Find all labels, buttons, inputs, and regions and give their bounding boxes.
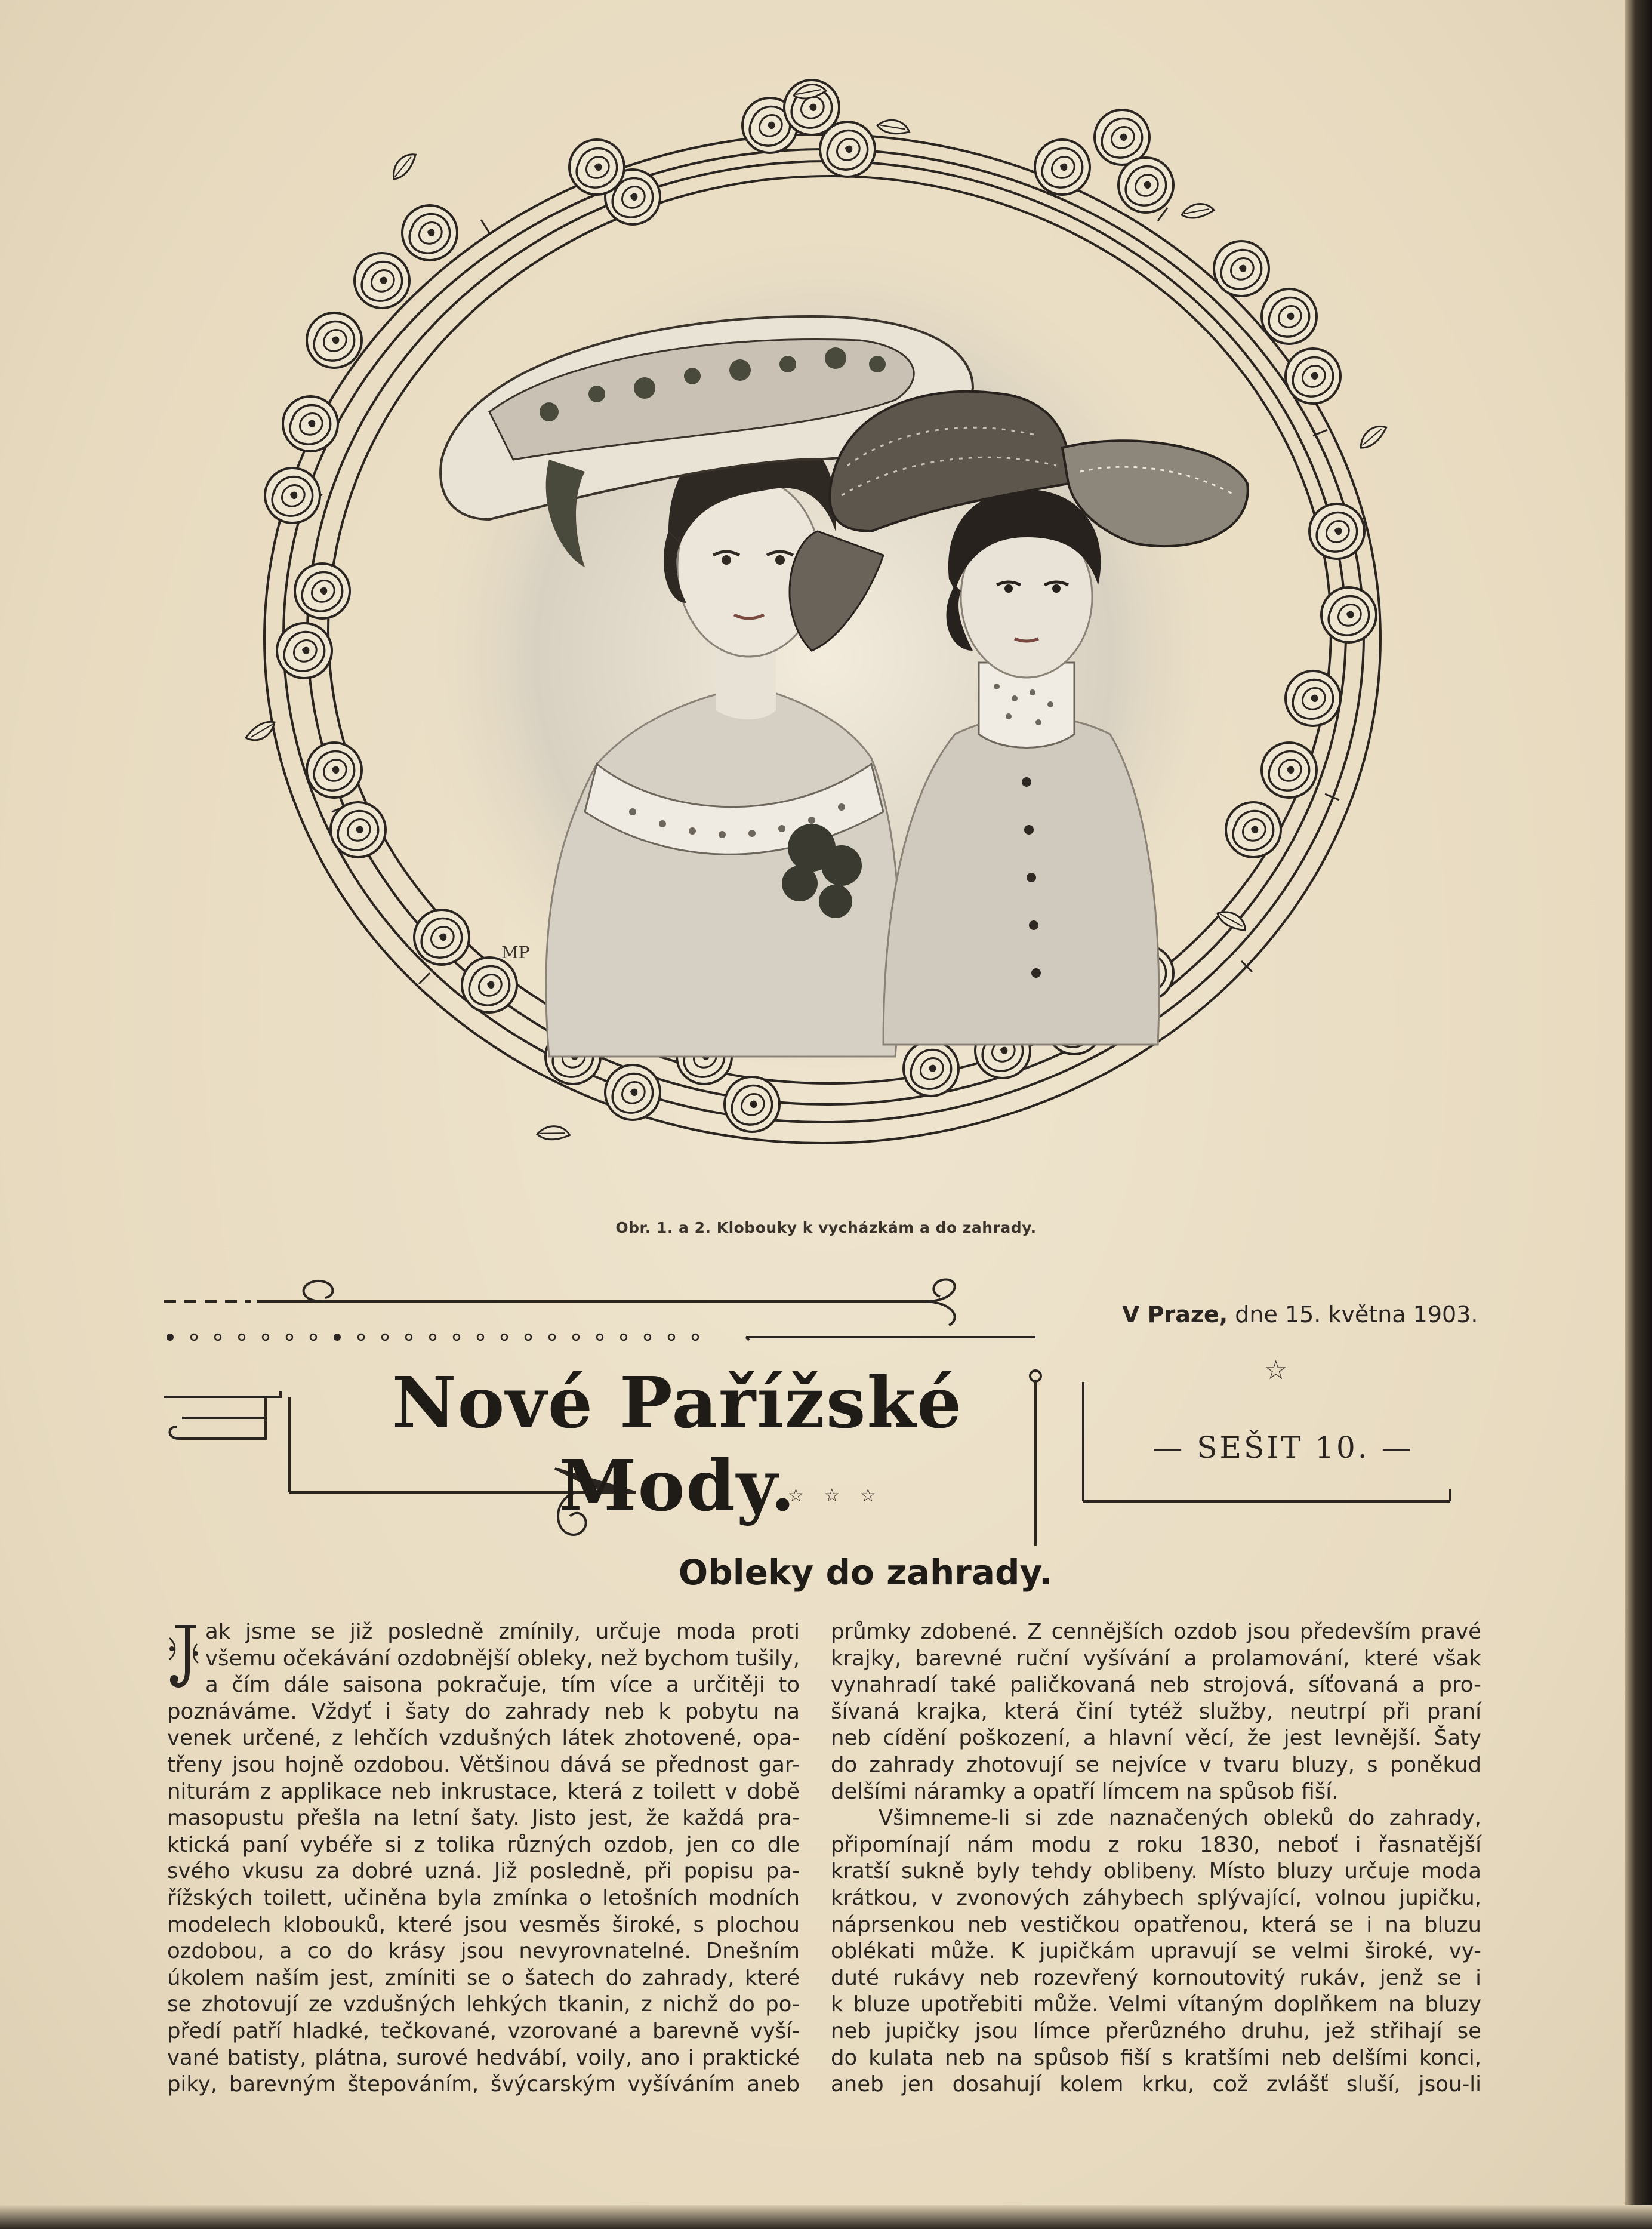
text-line: do zahrady zhotovují se nejvíce v tvaru bluzy, s poněkud [831, 1752, 1481, 1777]
text-line: aneb jen dosahují kolem krku, což zvlášť sluší, jsou-li [831, 2072, 1481, 2097]
text-line: řížských toilett, učiněna byla zmínka o letošních modních [167, 1885, 800, 1910]
text-line: duté rukávy neb rozevřený kornoutovitý rukáv, jenž se i [831, 1965, 1481, 1990]
stars-ornament: ☆ ☆ ☆ [788, 1485, 883, 1506]
article-heading: Obleky do zahrady. [678, 1552, 1053, 1593]
page-edge-right [1625, 0, 1652, 2229]
magazine-title: Nové Pařížské Mody. [392, 1361, 963, 1527]
article-column-right [831, 1619, 1481, 2098]
text-line: k bluze upotřebiti může. Velmi vítaným doplňkem na bluzy [831, 1992, 1481, 2017]
text-line: průmky zdobené. Z cennějších ozdob jsou především pravé [831, 1620, 1481, 1644]
text-line: svého vkusu za dobré uzná. Již posledně, při popisu pa- [167, 1859, 800, 1884]
issue-date [1122, 1301, 1478, 1328]
text-line: vané batisty, plátna, surové hedvábí, voily, ano i praktické [167, 2045, 800, 2070]
issue-date-rest: dne 15. května 1903. [1228, 1301, 1478, 1328]
text-line: poznáváme. Vždyť i šaty do zahrady neb k pobytu na [167, 1699, 800, 1724]
issue-date-place: V Praze, [1122, 1301, 1228, 1328]
text-line: Všimneme-li si zde naznačených obleků do zahrady, [879, 1806, 1481, 1831]
figure-caption: Obr. 1. a 2. Klobouky k vycházkám a do zahrady. [615, 1219, 1037, 1236]
text-line: a čím dále saisona pokračuje, tím více a určitěji to [205, 1673, 800, 1698]
text-line: ak jsme se již posledně zmínily, určuje moda proti [205, 1620, 800, 1644]
text-line: všemu očekávání ozdobnější obleky, než bychom tušily, [205, 1646, 800, 1671]
text-line: niturám z applikace neb inkrustace, která z toilett v době [167, 1779, 800, 1804]
illustration-rose-wreath [179, 78, 1480, 1194]
text-line: masopustu přešla na letní šaty. Jisto jest, že každá pra- [167, 1806, 800, 1831]
text-line: ozdobou, a co do krásy jsou nevyrovnatelné. Dnešním [167, 1939, 800, 1964]
text-line: neb cídění poškození, a hlavní věcí, že jest levnější. Šaty [831, 1726, 1481, 1751]
star-ornament: ☆ [1264, 1355, 1288, 1386]
text-line: neb jupičky jsou límce přerůzného druhu, jež střihají se [831, 2018, 1481, 2043]
issue-number: — SEŠIT 10. — [1152, 1430, 1414, 1465]
text-line: náprsenkou neb vestičkou opatřenou, která se i na bluzu [831, 1912, 1481, 1937]
page-edge-bottom [0, 2205, 1652, 2229]
text-line: se zhotovují ze vzdušných lehkých tkanin, z nichž do po- [167, 1992, 800, 2017]
text-line: venek určené, z lehčích vzdušných látek zhotovené, opa- [167, 1726, 800, 1751]
text-line: předí patří hladké, tečkované, vzorované a barevně vyší- [167, 2018, 800, 2043]
text-line: úkolem naším jest, zmíniti se o šatech do zahrady, které [167, 1965, 800, 1990]
text-line: delšími náramky a opatří límcem na spůsob fiší. [831, 1779, 1339, 1804]
text-line: do kulata neb na spůsob fiší s kratšími neb delšími konci, [831, 2045, 1481, 2070]
text-line: kratší sukně byly tehdy oblibeny. Místo bluzy určuje moda [831, 1859, 1481, 1884]
text-line: třeny jsou hojně ozdobou. Většinou dává se přednost gar- [167, 1752, 800, 1777]
article-column-left [167, 1619, 800, 2098]
text-line: oblékati může. K jupičkám upravují se velmi široké, vy- [831, 1939, 1481, 1964]
text-line: šívaná krajka, která činí tytéž služby, neutrpí při praní [831, 1699, 1481, 1724]
text-line: ktická paní vybéře si z tolika různých ozdob, jen co dle [167, 1832, 800, 1857]
text-line: krajky, barevné ruční vyšívání a prolamování, které však [831, 1646, 1481, 1671]
text-line: krátkou, v zvonových záhybech splývající, volnou jupičku, [831, 1885, 1481, 1910]
text-line: modelech klobouků, které jsou vesměs široké, s plochou [167, 1912, 800, 1937]
text-line: piky, barevným štepováním, švýcarským vyšíváním aneb [167, 2072, 800, 2097]
illustration-monogram: MP [501, 943, 530, 962]
text-line: vynahradí také paličkovaná neb strojová, síťovaná a pro- [831, 1673, 1481, 1698]
text-line: připomínají nám modu z roku 1830, neboť i řasnatější [831, 1832, 1481, 1857]
